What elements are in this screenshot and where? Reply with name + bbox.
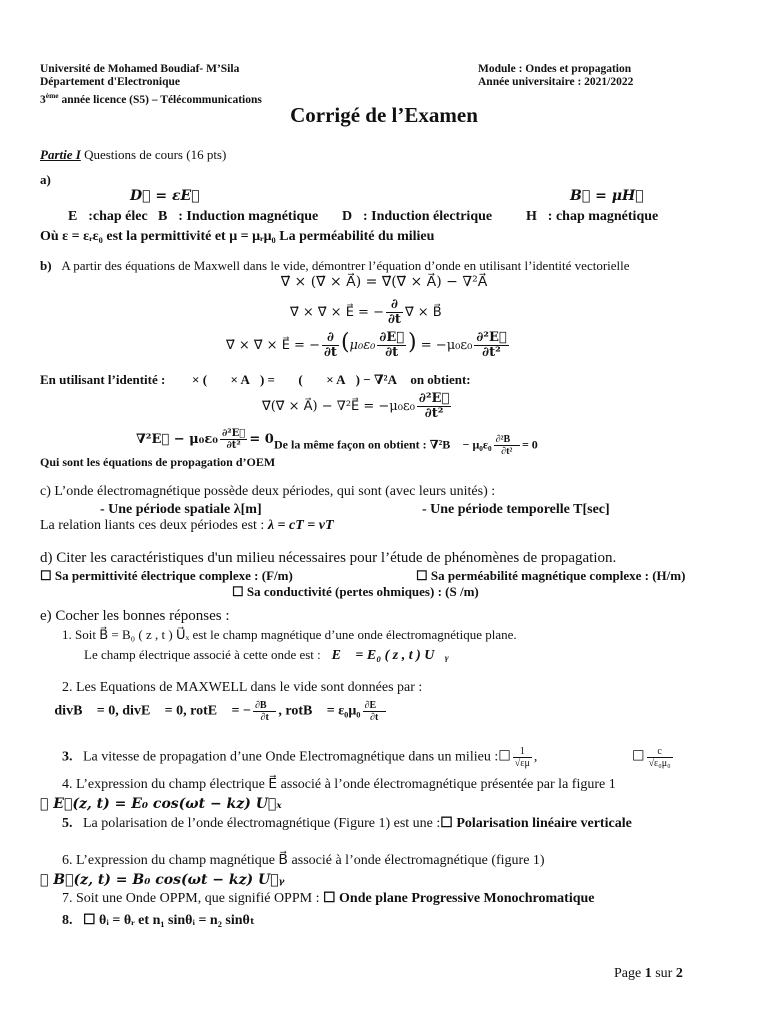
item-b-statement: b) A partir des équations de Maxwell dans le vide, démontrer l’équation d’onde en utilisant l’identité vectorielle	[40, 258, 630, 273]
part-heading: Partie I Questions de cours (16 pts)	[40, 147, 227, 162]
item-a-label: a)	[40, 172, 51, 187]
curl-step-1: ∇⃗ × ∇⃗ × E⃗ = − $\frac{\partial}{\partial t}$ ∇⃗ × B⃗	[290, 297, 442, 327]
def-h: H⃗: chap magnétique	[526, 209, 659, 224]
page-number: Page 1 sur 2	[614, 966, 683, 981]
question-5: 5. La polarisation de l’onde électromagnétique (Figure 1) est une :☐ Polarisation linéaire verticale	[62, 816, 632, 831]
study-year: 3ème année licence (S5) – Télécommunications	[40, 91, 262, 106]
question-8: 8. ☐ θᵢ = θᵣ et n₁ sinθᵢ = n₂ sinθₜ	[62, 913, 256, 928]
permittivity-line: Où ε = εᵣε₀ est la permittivité et μ = μᵣμ₀ La perméabilité du milieu	[40, 229, 435, 244]
wave-equation-b: De la même façon on obtient : ∇²B⃗ − μ₀ε₀ $\frac{\text{∂²B⃗}}{\text{∂t²}}$ = 0	[274, 434, 538, 457]
spatial-period: - Une période spatiale λ[m]	[100, 502, 262, 517]
question-2: 2. Les Equations de MAXWELL dans le vide sont données par :	[62, 680, 423, 695]
question-7: 7. Soit une Onde OPPM, que signifié OPPM : ☐ Onde plane Progressive Monochromatique	[62, 891, 595, 906]
checkbox-speed-2[interactable]: ☐ $\frac{c}{\text{√ε₀μ₀}}$	[632, 746, 671, 769]
question-4: 4. L’expression du champ électrique E⃗ associé à l’onde électromagnétique présentée par la figure 1	[62, 777, 616, 792]
checkbox-speed-1[interactable]: ☐	[498, 749, 511, 765]
checkbox-permittivity[interactable]: ☐ Sa permittivité électrique complexe : (F/m)	[40, 568, 293, 583]
identity-usage: En utilisant l’identité : ∇⃗ × (∇⃗ × A⃗) = ∇⃗(∇⃗ × A⃗) − ∇²A⃗ on obtient:	[40, 372, 471, 387]
checkbox-conductivity[interactable]: ☐ Sa conductivité (pertes ohmiques) : (S /m)	[232, 584, 479, 599]
def-b: B⃗: Induction magnétique	[158, 209, 319, 224]
temporal-period: - Une période temporelle T[sec]	[422, 502, 610, 517]
question-1: 1. Soit B⃗ = B₀ ( z , t ) U⃗ₓ est le champ magnétique d’une onde électromagnétique plane.	[62, 627, 517, 642]
period-relation: La relation liants ces deux périodes est : λ = cT = vT	[40, 518, 334, 533]
department-name: Département d'Electronique	[40, 76, 181, 88]
equation-b-mu-h: B⃗ = μH⃗	[570, 188, 644, 204]
curl-step-3: ∇⃗(∇⃗ × A⃗) − ∇²E⃗ = −μ₀ε₀ $\frac{\text{∂²E⃗}}{\text{∂t²}}$	[262, 391, 450, 421]
question-6: 6. L’expression du champ magnétique B⃗ associé à l’onde électromagnétique (figure 1)	[62, 853, 545, 868]
academic-year: Année universitaire : 2021/2022	[478, 76, 634, 88]
item-e-statement: e) Cocher les bonnes réponses :	[40, 608, 230, 624]
question-2-answer[interactable]: ☐ divB⃗ = 0, divE⃗ = 0, rotE⃗ = − $\frac{\partial B⃗}{\partial t}$ , rotB⃗ = ε₀μ₀ $\frac{\partial E⃗}{\partial t}$	[40, 700, 384, 723]
item-c-statement: c) L’onde électromagnétique possède deux périodes, qui sont (avec leurs unités) :	[40, 484, 496, 499]
university-name: Université de Mohamed Boudiaf- M’Sila	[40, 63, 240, 75]
question-3: 3. La vitesse de propagation d’une Onde Electromagnétique dans un milieu :☐ $\frac{1}{√\varepsilon\mu}$ ,	[62, 746, 538, 769]
def-d: D⃗: Induction électrique	[342, 209, 493, 224]
question-5-answer[interactable]: ☐ Polarisation linéaire verticale	[440, 816, 632, 831]
question-4-answer[interactable]: ☐ E⃗(z, t) = E₀ cos(ωt − kz) U⃗ₓ	[40, 796, 282, 812]
wave-equation-conclusion: Qui sont les équations de propagation d’OEM	[40, 455, 276, 469]
question-8-answer[interactable]: ☐ θᵢ = θᵣ et n₁ sinθᵢ = n₂ sinθₜ	[83, 913, 256, 928]
item-d-statement: d) Citer les caractéristiques d'un milieu nécessaires pour l’étude de phénomènes de propagation.	[40, 550, 617, 566]
question-1-answer[interactable]: Le champ électrique associé à cette onde est :☐E⃗ = E₀ ( z , t ) U⃗ᵧ	[84, 647, 449, 663]
wave-equation-e: ∇²E⃗ − μ₀ε₀ $\frac{\text{∂²E⃗}}{\text{∂t²}}$ = 0	[136, 428, 274, 451]
question-6-answer[interactable]: ☐ B⃗(z, t) = B₀ cos(ωt − kz) U⃗ᵧ	[40, 872, 285, 888]
def-e: E⃗:chap élec	[68, 209, 148, 224]
vector-identity: ∇⃗ × (∇⃗ × A⃗) = ∇⃗(∇⃗ × A⃗) − ∇²A⃗	[280, 274, 488, 290]
equation-d-eps-e: D⃗ = εE⃗	[130, 188, 200, 204]
question-7-answer[interactable]: ☐ Onde plane Progressive Monochromatique	[322, 891, 595, 906]
checkbox-permeability[interactable]: ☐ Sa perméabilité magnétique complexe : (H/m)	[416, 568, 686, 583]
curl-step-2: ∇⃗ × ∇⃗ × E⃗ = − $\frac{\partial}{\partial t}$ (μ₀ε₀ $\frac{\partial E⃗}{\partial t}$ ) = −μ₀ε₀ $\frac{\text{∂²E⃗}}{\text{∂t²}}$	[226, 330, 507, 360]
page-title: Corrigé de l’Examen	[290, 103, 478, 127]
module-name: Module : Ondes et propagation	[478, 63, 632, 75]
